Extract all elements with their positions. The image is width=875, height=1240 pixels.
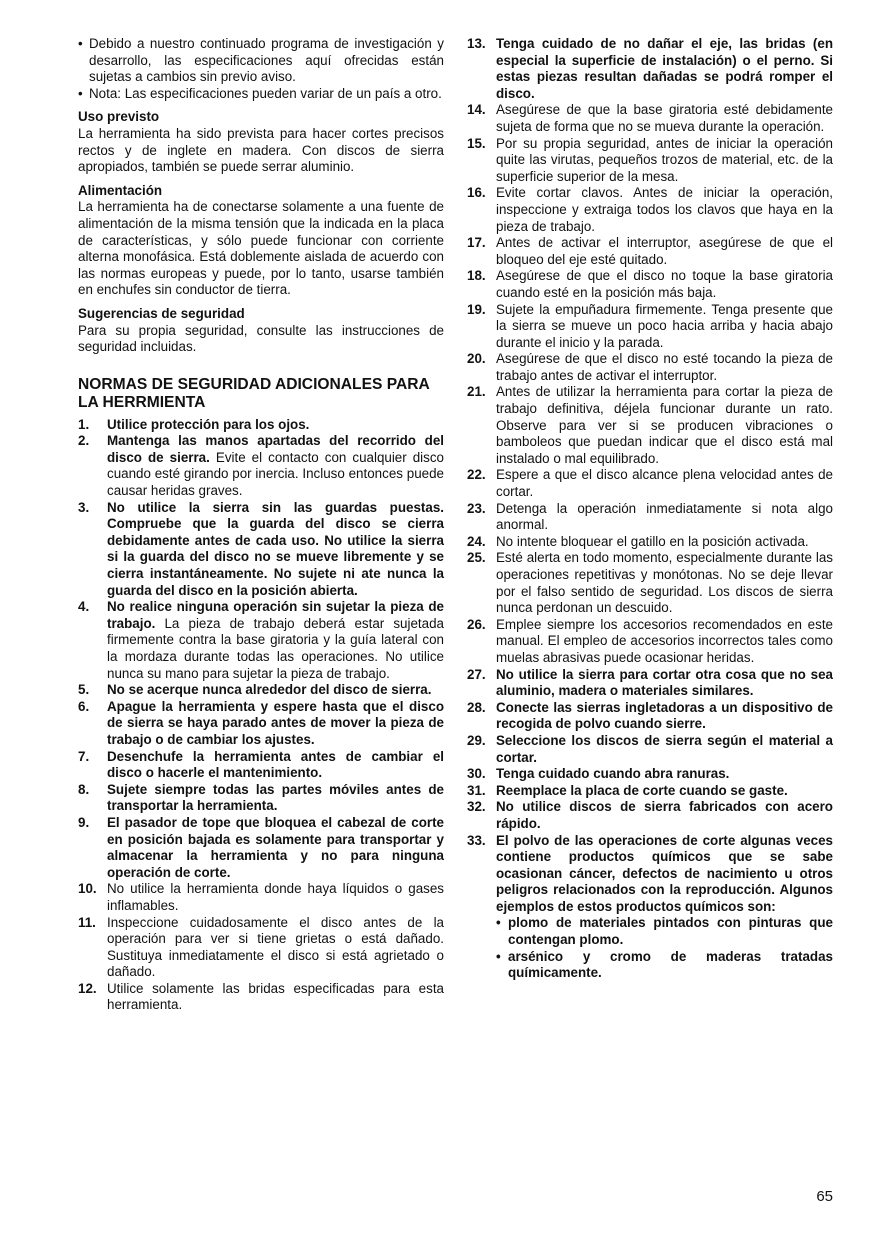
rule-number: 4.	[78, 599, 90, 615]
rule-bold-text: El pasador de tope que bloquea el cabezal de corte en posición bajada es solamente para transportar y almacenar la herramienta y no para ninguna operación de corte.	[107, 814, 444, 880]
rule-text: Asegúrese de que el disco no toque la base giratoria cuando esté en la posición más baja.	[496, 268, 833, 300]
rule-item	[467, 185, 833, 235]
rule-bold-text: Mantenga las manos apartadas del recorrido del disco de sierra.	[107, 433, 444, 465]
rule-text: No utilice la herramienta donde haya líquidos o gases inflamables.	[107, 881, 444, 913]
rule-number: 11.	[78, 914, 96, 930]
rule-item	[467, 102, 833, 135]
rule-bold-text: Seleccione los discos de sierra según el material a cortar.	[496, 732, 833, 765]
rule-text: Asegúrese de que la base giratoria esté debidamente sujeta de forma que no se mueva durante la operación.	[496, 102, 833, 134]
section-title: NORMAS DE SEGURIDAD ADICIONALES PARA LA HERRMIENTA	[78, 375, 430, 411]
rule-item	[467, 501, 833, 534]
alimentacion-heading: Alimentación	[78, 182, 163, 198]
rule-item	[467, 467, 833, 500]
rule-number: 1.	[78, 416, 90, 432]
rule-number: 10.	[78, 881, 97, 897]
rule-number: 19.	[467, 301, 486, 317]
rule-item	[78, 749, 444, 782]
rule-text: Evite el contacto con cualquier disco cuando esté girando por inercia. Incluso entonces puede causar heridas graves.	[107, 449, 445, 499]
safety-rules-list	[78, 417, 444, 1014]
rule-item	[467, 700, 833, 733]
rule-bold-text: No realice ninguna operación sin sujetar la pieza de trabajo.	[107, 599, 444, 631]
rule-number: 15.	[467, 135, 486, 151]
intro-bullet: • Debido a nuestro continuado programa de investigación y desarrollo, las especificaciones aquí ofrecidas están sujetas a cambios sin previo aviso.	[78, 36, 444, 86]
rule-bold-text: Apague la herramienta y espere hasta que el disco de sierra se haya parado antes de mover la pieza de trabajo o de cambiar los ajustes.	[107, 698, 444, 747]
rule-number: 24.	[467, 533, 486, 549]
rule-bold-text: No utilice la sierra sin las guardas puestas. Compruebe que la guarda del disco se cierra debidamente antes de cada uso. No utilice la sierra si la guarda del disco no se mueve libremente y se cierra instantáneamente. No sujete ni ate nunca la guarda del disco en la posición abierta.	[107, 499, 444, 598]
page-number: 65	[816, 1188, 833, 1205]
rule-item	[467, 617, 833, 667]
rule-item	[467, 799, 833, 832]
rule-item	[78, 981, 444, 1014]
rule-text: La pieza de trabajo deberá estar sujetada firmemente contra la base giratoria y la guía lateral con la mordaza durante todas las operaciones. No utilice nunca su mano para sujetar la pieza de trabajo.	[107, 615, 444, 681]
rule-number: 13.	[467, 36, 486, 51]
rule-item	[78, 915, 444, 981]
rule-bold-text: No utilice discos de sierra fabricados con acero rápido.	[496, 799, 833, 831]
rule-item	[467, 766, 833, 783]
rule-number: 23.	[467, 500, 486, 516]
rule-number: 30.	[467, 766, 486, 782]
rule-item	[467, 733, 833, 766]
rule-text: Emplee siempre los accesorios recomendados en este manual. El empleo de accesorios incorrectos tales como muelas abrasivas puede ocasionar heridas.	[496, 616, 833, 665]
rule-text: Evite cortar clavos. Antes de iniciar la operación, inspeccione y extraiga todos los clavos que haya en la pieza de trabajo.	[496, 185, 833, 234]
alimentacion-text: La herramienta ha de conectarse solamente a una fuente de alimentación de la misma tensión que la indicada en la placa de características, y sólo puede funcionar con corriente alterna monofásica. Está doblemente aislada de acuerdo con las normas europeas y puede, por lo tanto, usarse también en enchufes sin conductor de tierra.	[78, 199, 444, 298]
rule-item	[467, 667, 833, 700]
rule-text: Espere a que el disco alcance plena velocidad antes de cortar.	[496, 467, 833, 500]
rule-text: No intente bloquear el gatillo en la posición activada.	[496, 533, 809, 549]
rule-number: 16.	[467, 185, 486, 201]
rule-number: 20.	[467, 351, 486, 367]
rule-item	[467, 268, 833, 301]
rule-number: 33.	[467, 832, 486, 848]
rule-number: 21.	[467, 384, 486, 400]
rule-text: Esté alerta en todo momento, especialmente durante las operaciones repetitivas y monótonas. No se deje llevar por el falso sentido de seguridad. Los discos de sierra nunca perdonan un descuido.	[496, 550, 833, 616]
rule-item	[467, 534, 833, 551]
intro-bullet: • Nota: Las especificaciones pueden variar de un país a otro.	[78, 86, 444, 103]
rule-bold-text: Reemplace la placa de corte cuando se gaste.	[496, 782, 788, 798]
uso-previsto-text: La herramienta ha sido prevista para hacer cortes precisos rectos y de inglete en madera. Con discos de sierra apropiados, también se puede serrar aluminio.	[78, 125, 444, 175]
rule-bold-text: No utilice la sierra para cortar otra cosa que no sea aluminio, madera o materiales similares.	[496, 666, 833, 699]
rule-text: Inspeccione cuidadosamente el disco antes de la operación para ver si tiene grietas o está dañado. Sustituya inmediatamente el disco si está agrietado o dañado.	[107, 914, 444, 980]
rule-number: 17.	[467, 235, 486, 251]
rule-number: 28.	[467, 699, 486, 715]
rule-number: 31.	[467, 782, 486, 798]
rule-item	[78, 815, 444, 881]
rule-item	[467, 36, 833, 102]
rule-number: 6.	[78, 698, 90, 714]
rule-item	[467, 235, 833, 268]
rule-number: 7.	[78, 748, 90, 764]
rule-item	[467, 384, 833, 467]
rule-bold-text: Desenchufe la herramienta antes de cambiar el disco o hacerle el mantenimiento.	[107, 748, 444, 781]
rule-text: Utilice solamente las bridas especificadas para esta herramienta.	[107, 980, 444, 1013]
sugerencias-heading: Sugerencias de seguridad	[78, 305, 245, 321]
sugerencias-text: Para su propia seguridad, consulte las instrucciones de seguridad incluidas.	[78, 322, 444, 355]
rule-item	[78, 682, 444, 699]
rule-number: 9.	[78, 814, 90, 830]
rule-text: Antes de activar el interruptor, asegúrese de que el bloqueo del eje esté quitado.	[496, 235, 833, 267]
rule-bold-text: Conecte las sierras ingletadoras a un dispositivo de recogida de polvo cuando sierre.	[496, 699, 833, 732]
rule-item	[78, 500, 444, 600]
rule-item	[78, 433, 444, 499]
left-column	[78, 36, 444, 1014]
rule-text: Sujete la empuñadura firmemente. Tenga presente que la sierra se mueve un poco hacia arriba y hacia abajo durante el inicio y la parada.	[496, 301, 833, 350]
safety-rules-list	[467, 36, 833, 982]
rule-bold-text: El polvo de las operaciones de corte algunas veces contiene productos químicos que se sabe ocasionan cáncer, defectos de nacimiento u otros peligros relacionados con la reproducción. Algunos ejemplos de estos productos químicos son:	[496, 832, 833, 914]
rule-bold-text: Utilice protección para los ojos.	[107, 416, 310, 432]
rule-text: Por su propia seguridad, antes de iniciar la operación quite las virutas, pequeños trozos de material, etc. de la superficie superior de la mesa.	[496, 135, 833, 184]
chemical-example-bullet: • plomo de materiales pintados con pinturas que contengan plomo.	[496, 915, 833, 948]
rule-number: 3.	[78, 499, 90, 515]
uso-previsto-heading: Uso previsto	[78, 109, 160, 125]
rule-item	[78, 782, 444, 815]
rule-item	[78, 881, 444, 914]
rule-item	[78, 699, 444, 749]
rule-number: 29.	[467, 732, 486, 748]
rule-number: 32.	[467, 799, 486, 815]
chemical-example-bullet: • arsénico y cromo de maderas tratadas químicamente.	[496, 949, 833, 982]
rule-bold-text: No se acerque nunca alrededor del disco de sierra.	[107, 682, 432, 698]
rule-number: 2.	[78, 433, 90, 449]
rule-number: 14.	[467, 102, 486, 118]
rule-item	[78, 417, 444, 434]
rule-item	[78, 599, 444, 682]
right-column	[467, 36, 833, 982]
rule-bold-text: Sujete siempre todas las partes móviles antes de transportar la herramienta.	[107, 781, 444, 814]
rule-number: 25.	[467, 550, 486, 566]
rule-number: 8.	[78, 781, 90, 797]
rule-item	[467, 783, 833, 800]
rule-bold-text: Tenga cuidado cuando abra ranuras.	[496, 766, 730, 782]
rule-bold-text: Tenga cuidado de no dañar el eje, las bridas (en especial la superficie de instalación) o el perno. Si estas piezas resultan dañadas se podrá romper el disco.	[496, 36, 833, 101]
rule-item	[467, 833, 833, 982]
rule-number: 18.	[467, 268, 486, 284]
rule-number: 5.	[78, 682, 90, 698]
rule-number: 22.	[467, 467, 486, 483]
rule-item	[467, 302, 833, 352]
rule-number: 26.	[467, 616, 486, 632]
rule-text: Detenga la operación inmediatamente si nota algo anormal.	[496, 500, 833, 533]
rule-number: 12.	[78, 980, 97, 996]
rule-item	[467, 351, 833, 384]
rule-item	[467, 550, 833, 616]
rule-item	[467, 136, 833, 186]
rule-text: Antes de utilizar la herramienta para cortar la pieza de trabajo definitiva, déjela funcionar durante un rato. Observe para ver si se producen vibraciones o bamboleos que puedan indicar que el disco está mal instalado o mal equilibrado.	[496, 384, 833, 466]
rule-text: Asegúrese de que el disco no esté tocando la pieza de trabajo antes de activar el interruptor.	[496, 351, 833, 383]
rule-number: 27.	[467, 666, 486, 682]
